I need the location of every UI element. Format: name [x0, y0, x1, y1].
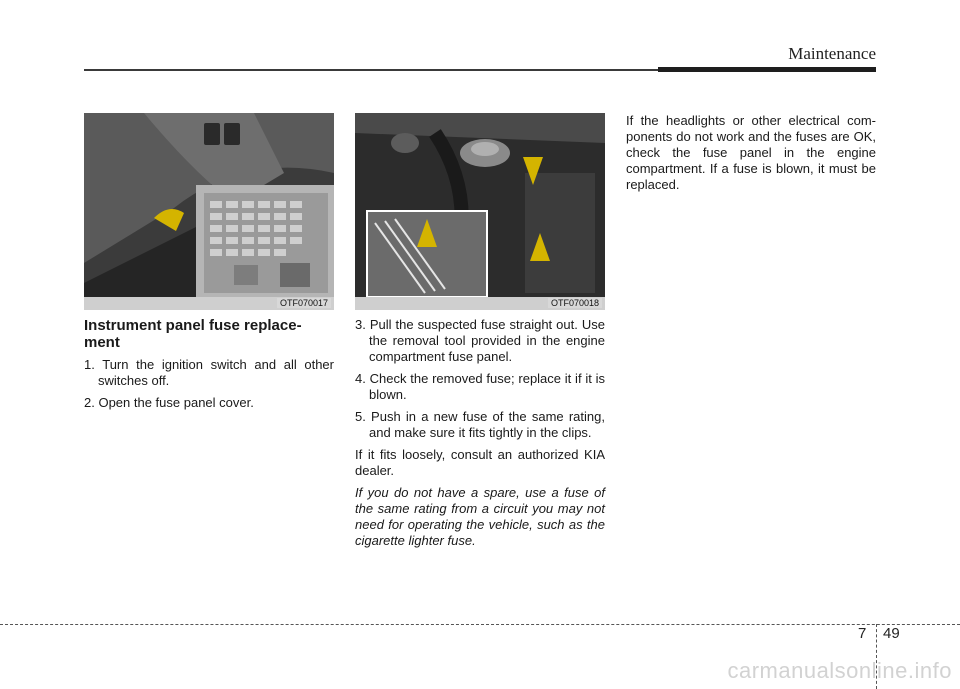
section-heading: Instrument panel fuse replace-ment [84, 317, 302, 351]
engine-compartment-illustration [355, 113, 605, 310]
header-rule-accent [658, 67, 876, 72]
header-title: Maintenance [788, 44, 876, 63]
figure-code: OTF070018 [548, 298, 602, 308]
footer-rule [0, 624, 960, 625]
left-column [84, 317, 334, 417]
chapter-number: 7 [858, 625, 867, 642]
figure-code: OTF070017 [277, 298, 331, 308]
spare-fuse-note: If you do not have a spare, use a fuse of the same rating from a circuit you may not need for operating the vehicle, such as the cigarette lighter fuse. [355, 485, 605, 548]
header-rule [84, 69, 658, 71]
step-1: 1. Turn the ignition switch and all other switches off. [84, 357, 334, 388]
step-5: 5. Push in a new fuse of the same rating, and make sure it fits tightly in the clips. [355, 409, 605, 440]
dealer-note: If it fits loosely, consult an authorized KIA dealer. [355, 447, 605, 478]
figure-instrument-panel [84, 113, 334, 310]
middle-column [355, 317, 605, 555]
instrument-panel-illustration [84, 113, 334, 310]
right-column [626, 113, 876, 199]
step-4: 4. Check the removed fuse; replace it if it is blown. [355, 371, 605, 402]
figure-engine-compartment [355, 113, 605, 310]
step-3: 3. Pull the suspected fuse straight out. Use the removal tool provided in the engine compartment fuse panel. [355, 317, 605, 364]
page-number: 49 [883, 625, 900, 642]
step-2: 2. Open the fuse panel cover. [84, 395, 254, 410]
watermark: carmanualsonline.info [727, 658, 952, 683]
engine-fuse-paragraph: If the headlights or other electrical com-ponents do not work and the fuses are OK, check the fuse panel in the engine compartment. If a fuse is blown, it must be replaced. [626, 113, 876, 192]
